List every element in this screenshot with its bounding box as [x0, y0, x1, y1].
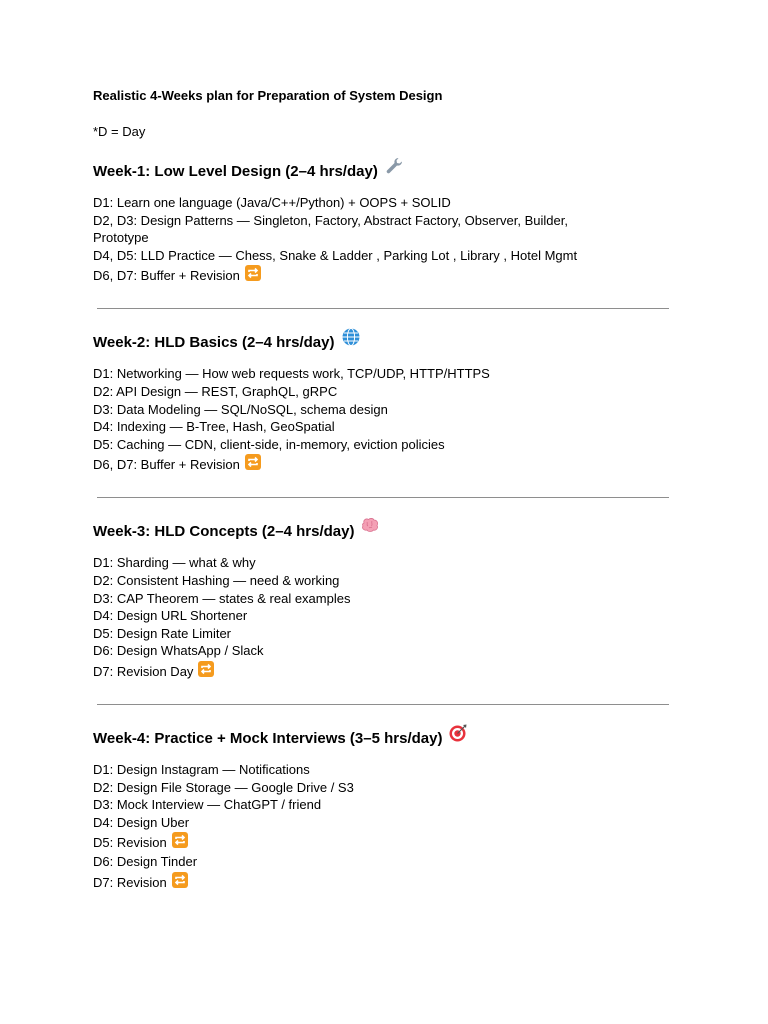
list-item — [93, 194, 683, 212]
list-item — [93, 247, 683, 265]
week-heading-text: Week-2: HLD Basics (2–4 hrs/day) — [93, 334, 335, 352]
list-item-text: D1: Design Instagram — Notifications — [93, 761, 310, 777]
list-item-text: D3: Mock Interview — ChatGPT / friend — [93, 797, 322, 813]
list-item — [93, 796, 683, 814]
list-item-text: D4: Design URL Shortener — [93, 608, 248, 624]
list-item — [93, 436, 683, 454]
list-item-text: D4: Design Uber — [93, 814, 190, 830]
list-item-text: D5: Revision — [93, 835, 167, 851]
list-item-text: D2: Design File Storage — Google Drive / S3 — [93, 779, 354, 795]
repeat-icon — [245, 454, 261, 475]
week-heading-text: Week-3: HLD Concepts (2–4 hrs/day) — [93, 523, 355, 541]
list-item — [93, 662, 683, 682]
repeat-icon — [172, 832, 188, 853]
list-item — [93, 572, 683, 590]
list-item — [93, 607, 683, 625]
list-item — [93, 554, 683, 572]
list-item-text: D6, D7: Buffer + Revision — [93, 457, 240, 473]
list-item-text: D4, D5: LLD Practice — Chess, Snake & Ladder , Parking Lot , Library , Hotel Mgmt — [93, 247, 578, 263]
section-divider — [97, 497, 669, 498]
list-item — [93, 625, 683, 643]
week-heading-text: Week-4: Practice + Mock Interviews (3–5 hrs/day) — [93, 729, 443, 747]
list-item-text: D3: Data Modeling — SQL/NoSQL, schema design — [93, 401, 388, 417]
list-item — [93, 642, 683, 660]
list-item-text: D2, D3: Design Patterns — Singleton, Factory, Abstract Factory, Observer, Builder, — [93, 212, 568, 228]
list-item — [93, 873, 683, 893]
list-item-text: D3: CAP Theorem — states & real examples — [93, 590, 351, 606]
list-item-text: D2: Consistent Hashing — need & working — [93, 572, 340, 588]
list-item — [93, 212, 683, 230]
week-items — [93, 194, 683, 286]
list-item — [93, 590, 683, 608]
list-item — [93, 779, 683, 797]
list-item-text: D5: Caching — CDN, client-side, in-memory, eviction policies — [93, 436, 445, 452]
week-items — [93, 761, 683, 893]
list-item-text: D5: Design Rate Limiter — [93, 625, 231, 641]
repeat-icon — [198, 661, 214, 682]
list-item — [93, 814, 683, 832]
list-item — [93, 761, 683, 779]
list-item-text: D4: Indexing — B-Tree, Hash, GeoSpatial — [93, 419, 335, 435]
list-item — [93, 833, 683, 853]
list-item-text: D1: Networking — How web requests work, TCP/UDP, HTTP/HTTPS — [93, 366, 490, 382]
list-item — [93, 853, 683, 871]
list-item-text: D6: Design Tinder — [93, 854, 198, 870]
list-item-text: Prototype — [93, 230, 149, 246]
week-section — [93, 333, 683, 475]
section-divider — [97, 704, 669, 705]
repeat-icon — [245, 265, 261, 286]
target-icon — [448, 723, 468, 749]
week-heading — [93, 162, 683, 182]
list-item — [93, 266, 683, 286]
week-section — [93, 522, 683, 682]
list-item-text: D6, D7: Buffer + Revision — [93, 268, 240, 284]
day-abbreviation-note: *D = Day — [93, 124, 146, 139]
list-item — [93, 229, 683, 247]
wrench-icon — [384, 156, 404, 182]
week-section — [93, 729, 683, 893]
list-item — [93, 365, 683, 383]
list-item — [93, 401, 683, 419]
week-heading-text: Week-1: Low Level Design (2–4 hrs/day) — [93, 163, 378, 180]
list-item-text: D6: Design WhatsApp / Slack — [93, 643, 264, 659]
week-section — [93, 162, 683, 286]
week-items — [93, 365, 683, 475]
list-item — [93, 418, 683, 436]
document-title: Realistic 4-Weeks plan for Preparation of System Design — [93, 88, 443, 103]
repeat-icon — [172, 872, 188, 893]
list-item-text: D7: Revision Day — [93, 663, 194, 679]
weeks-container — [93, 162, 683, 893]
week-heading — [93, 522, 683, 542]
week-items — [93, 554, 683, 682]
section-divider — [97, 308, 669, 309]
list-item — [93, 455, 683, 475]
document-page — [93, 87, 683, 893]
list-item-text: D1: Sharding — what & why — [93, 555, 256, 571]
list-item-text: D1: Learn one language (Java/C++/Python) + OOPS + SOLID — [93, 195, 451, 210]
brain-icon — [360, 516, 380, 542]
list-item-text: D7: Revision — [93, 874, 167, 890]
list-item-text: D2: API Design — REST, GraphQL, gRPC — [93, 383, 338, 399]
globe-icon — [341, 327, 361, 353]
week-heading — [93, 333, 683, 353]
week-heading — [93, 729, 683, 749]
list-item — [93, 383, 683, 401]
